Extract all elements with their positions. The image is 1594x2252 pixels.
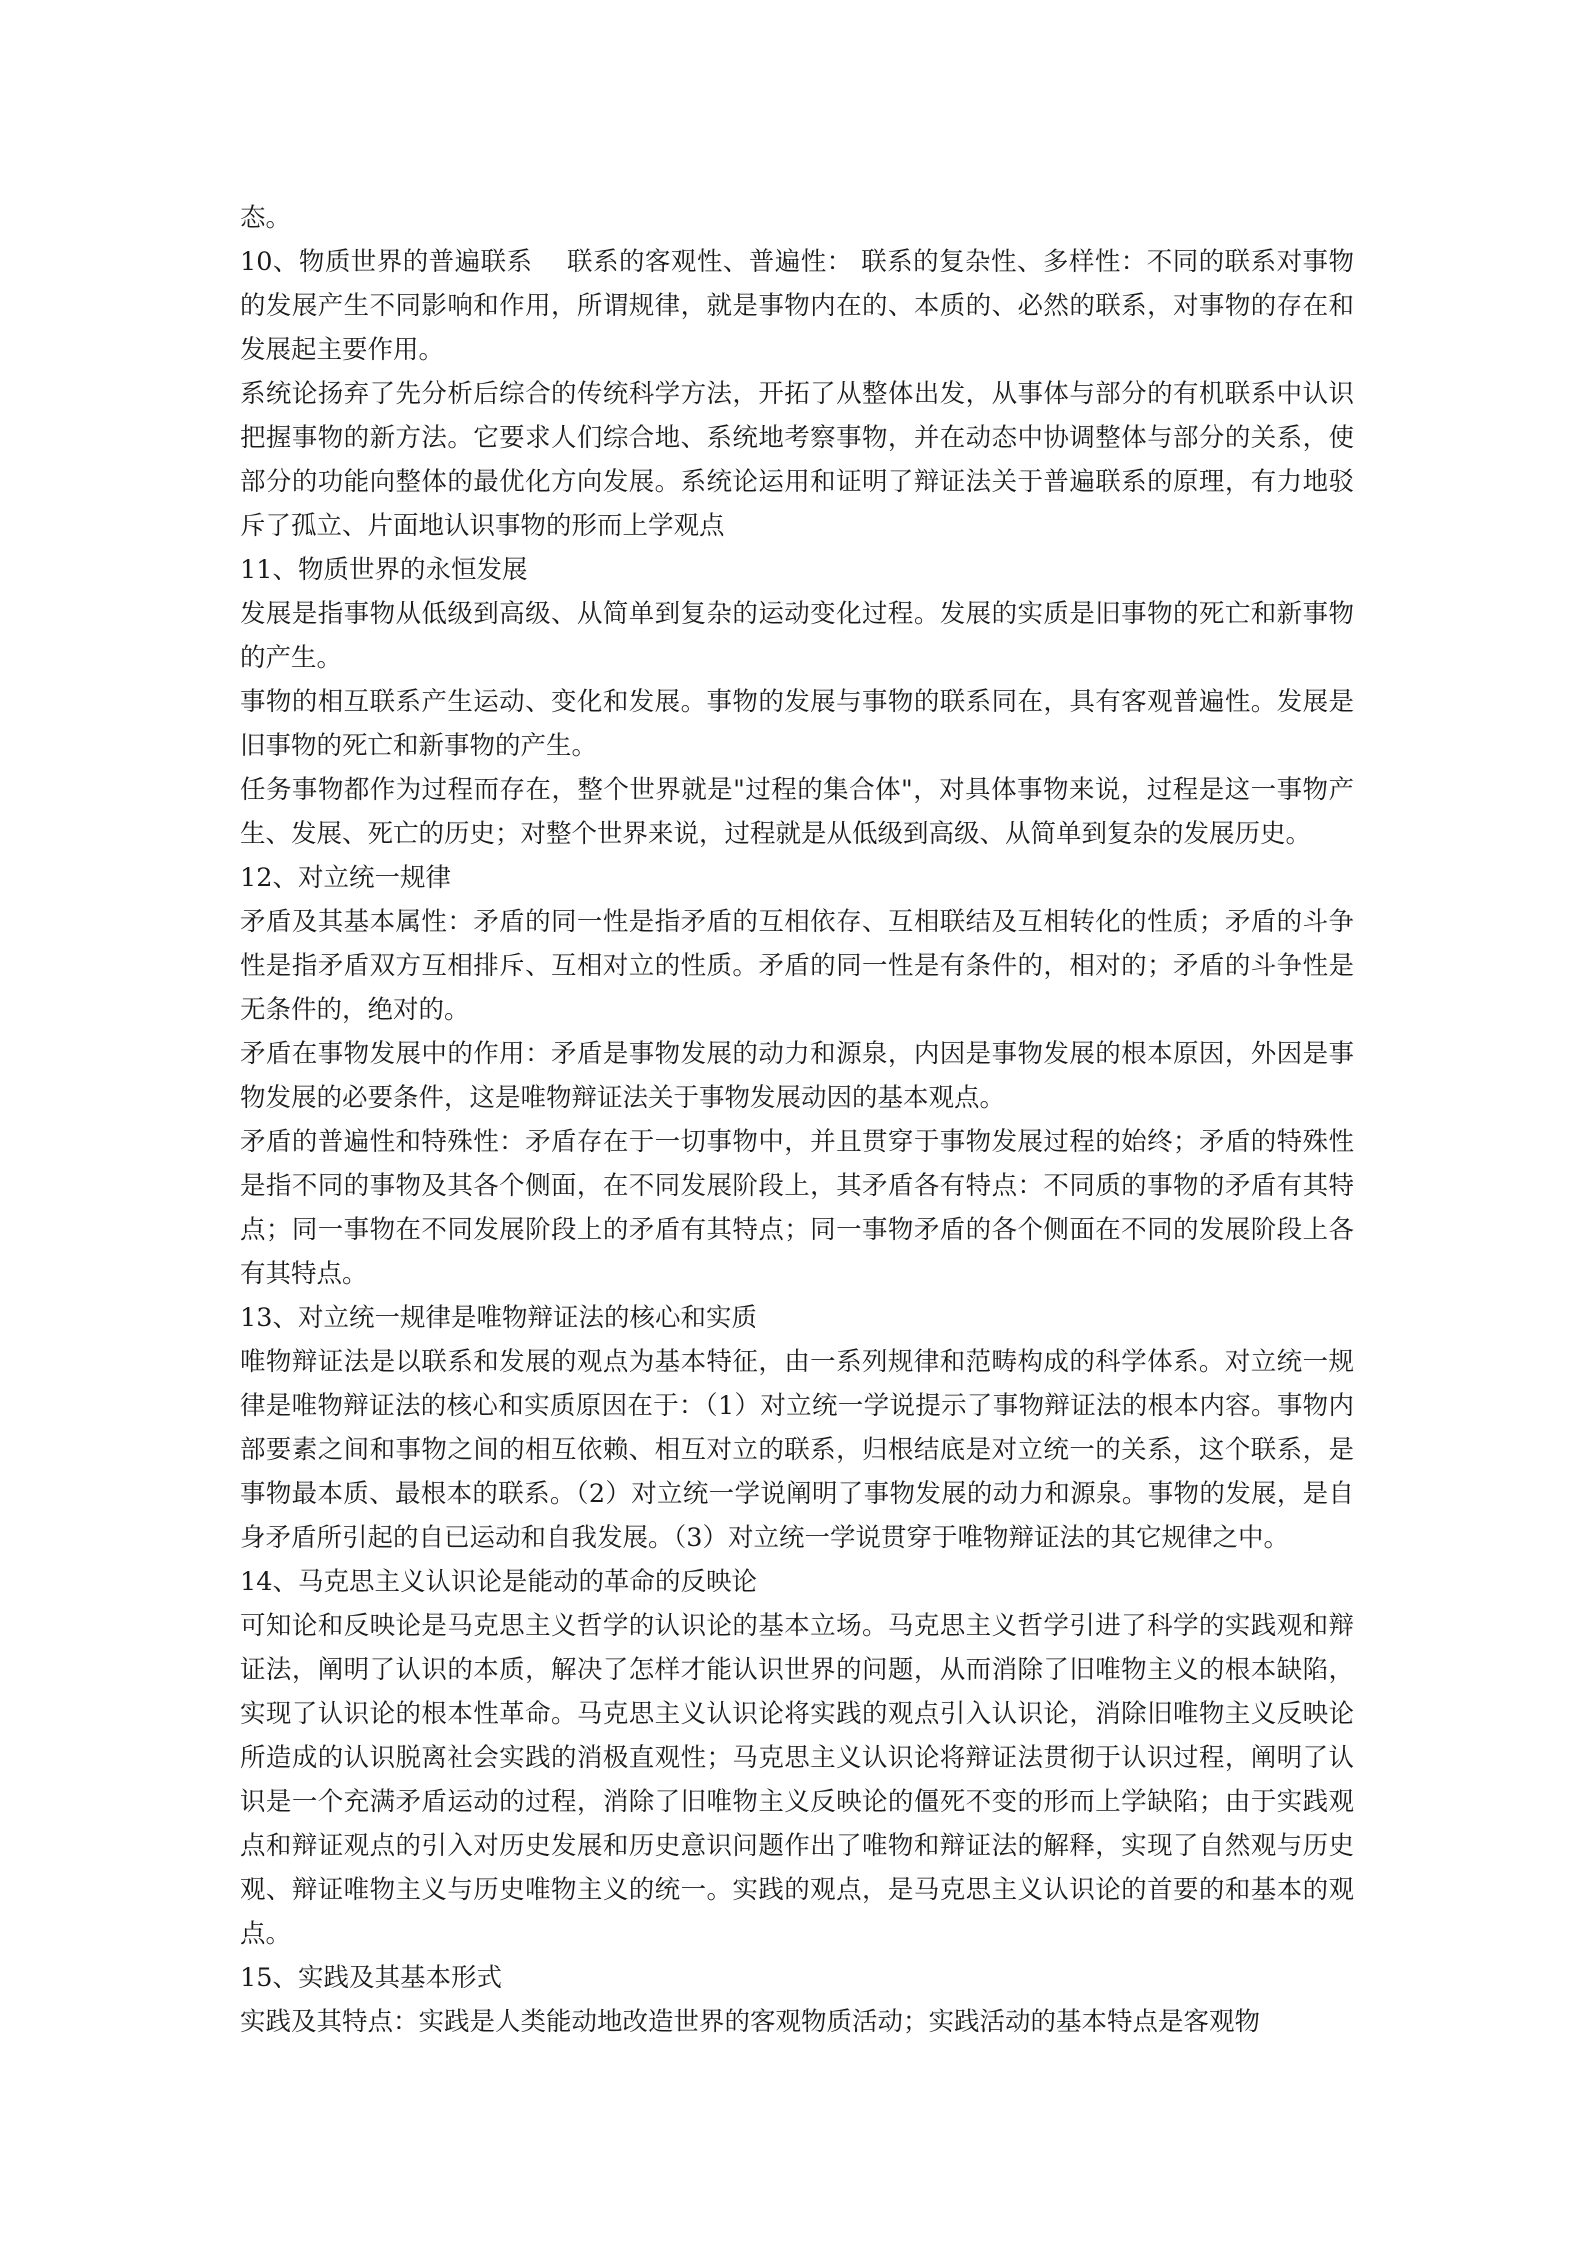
paragraph-development-connection: 事物的相互联系产生运动、变化和发展。事物的发展与事物的联系同在，具有客观普遍性。发展是旧事物的死亡和新事物的产生。 — [240, 687, 1354, 761]
paragraph-systems-theory: 系统论扬弃了先分析后综合的传统科学方法，开拓了从整体出发，从事体与部分的有机联系中认识把握事物的新方法。它要求人们综合地、系统地考察事物，并在动态中协调整体与部分的关系，使部分的功能向整体的最优化方向发展。系统论运用和证明了辩证法关于普遍联系的原理，有力地驳斥了孤立、片面地认识事物的形而上学观点 — [240, 379, 1354, 541]
paragraph-epistemology: 可知论和反映论是马克思主义哲学的认识论的基本立场。马克思主义哲学引进了科学的实践观和辩证法，阐明了认识的本质，解决了怎样才能认识世界的问题，从而消除了旧唯物主义的根本缺陷，实现了认识论的根本性革命。马克思主义认识论将实践的观点引入认识论，消除旧唯物主义反映论所造成的认识脱离社会实践的消极直观性；马克思主义认识论将辩证法贯彻于认识过程，阐明了认识是一个充满矛盾运动的过程，消除了旧唯物主义反映论的僵死不变的形而上学缺陷；由于实践观点和辩证观点的引入对历史发展和历史意识问题作出了唯物和辩证法的解释，实现了自然观与历史观、辩证唯物主义与历史唯物主义的统一。实践的观点，是马克思主义认识论的首要的和基本的观点。 — [240, 1611, 1354, 1949]
paragraph-continuation: 态。 — [240, 203, 292, 233]
paragraph-contradiction-role: 矛盾在事物发展中的作用：矛盾是事物发展的动力和源泉，内因是事物发展的根本原因，外因是事物发展的必要条件，这是唯物辩证法关于事物发展动因的基本观点。 — [240, 1039, 1354, 1113]
paragraph-process: 任务事物都作为过程而存在，整个世界就是"过程的集合体"，对具体事物来说，过程是这一事物产生、发展、死亡的历史；对整个世界来说，过程就是从低级到高级、从简单到复杂的发展历史。 — [240, 775, 1354, 849]
section-heading-13: 13、对立统一规律是唯物辩证法的核心和实质 — [240, 1303, 757, 1333]
paragraph-contradiction-attributes: 矛盾及其基本属性：矛盾的同一性是指矛盾的互相依存、互相联结及互相转化的性质；矛盾的斗争性是指矛盾双方互相排斥、互相对立的性质。矛盾的同一性是有条件的，相对的；矛盾的斗争性是无条件的，绝对的。 — [240, 907, 1354, 1025]
paragraph-development-definition: 发展是指事物从低级到高级、从简单到复杂的运动变化过程。发展的实质是旧事物的死亡和新事物的产生。 — [240, 599, 1354, 673]
section-heading-14: 14、马克思主义认识论是能动的革命的反映论 — [240, 1567, 757, 1597]
paragraph-section-10: 10、物质世界的普遍联系 联系的客观性、普遍性： 联系的复杂性、多样性：不同的联系对事物的发展产生不同影响和作用，所谓规律，就是事物内在的、本质的、必然的联系，对事物的存在和发展起主要作用。 — [240, 247, 1354, 365]
section-heading-12: 12、对立统一规律 — [240, 863, 451, 893]
section-heading-11: 11、物质世界的永恒发展 — [240, 555, 528, 585]
paragraph-contradiction-universality: 矛盾的普遍性和特殊性：矛盾存在于一切事物中，并且贯穿于事物发展过程的始终；矛盾的特殊性是指不同的事物及其各个侧面，在不同发展阶段上，其矛盾各有特点：不同质的事物的矛盾有其特点；同一事物在不同发展阶段上的矛盾有其特点；同一事物矛盾的各个侧面在不同的发展阶段上各有其特点。 — [240, 1127, 1354, 1289]
document-page — [240, 196, 1354, 2044]
paragraph-dialectics-core: 唯物辩证法是以联系和发展的观点为基本特征，由一系列规律和范畴构成的科学体系。对立统一规律是唯物辩证法的核心和实质原因在于：（1）对立统一学说提示了事物辩证法的根本内容。事物内部要素之间和事物之间的相互依赖、相互对立的联系，归根结底是对立统一的关系，这个联系，是事物最本质、最根本的联系。（2）对立统一学说阐明了事物发展的动力和源泉。事物的发展，是自身矛盾所引起的自已运动和自我发展。（3）对立统一学说贯穿于唯物辩证法的其它规律之中。 — [240, 1347, 1354, 1553]
paragraph-practice: 实践及其特点：实践是人类能动地改造世界的客观物质活动；实践活动的基本特点是客观物 — [240, 2007, 1261, 2037]
section-heading-15: 15、实践及其基本形式 — [240, 1963, 502, 1993]
